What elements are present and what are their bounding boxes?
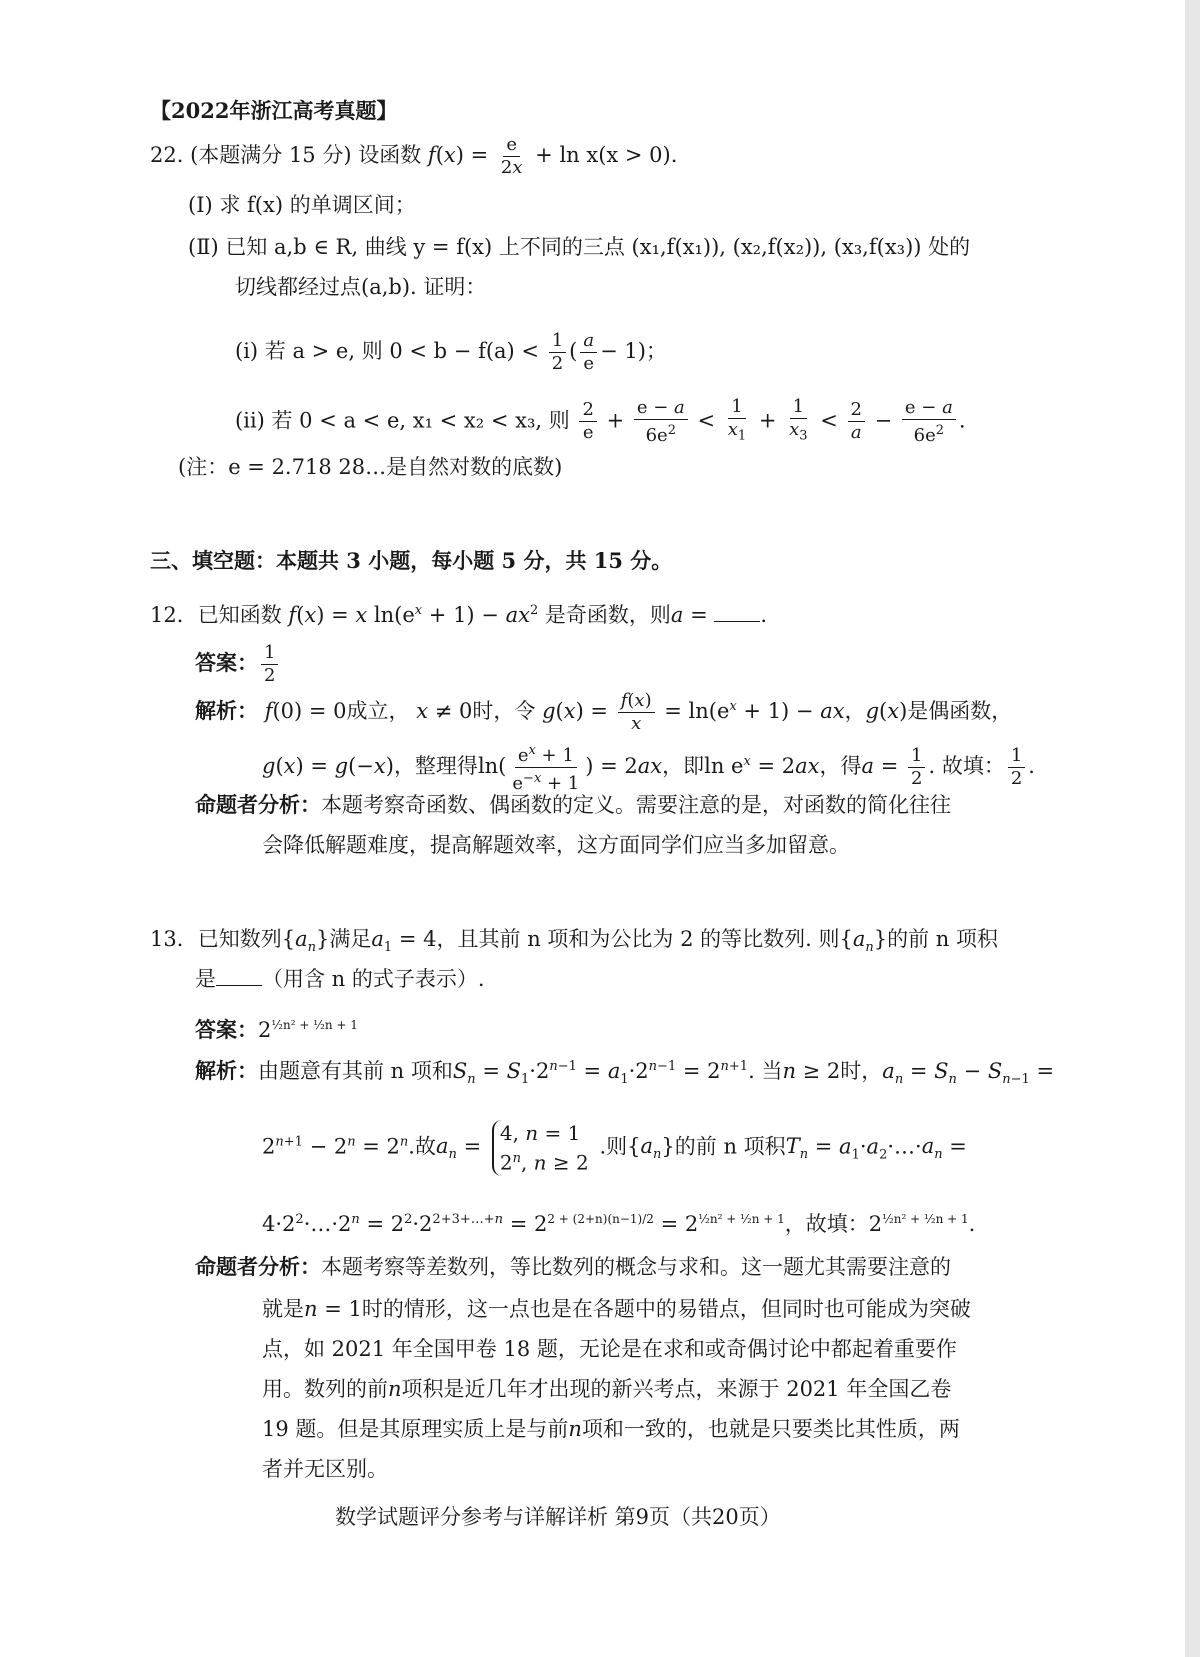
problem-13-analysis-6: 者并无区别。 [262, 1457, 388, 1481]
note: (注：e = 2.718 28…是自然对数的底数) [178, 455, 563, 479]
problem-13-analysis-3: 点，如 2021 年全国甲卷 18 题，无论是在求和或奇偶讨论中都起着重要作 [262, 1337, 957, 1361]
section-heading: 三、填空题：本题共 3 小题，每小题 5 分，共 15 分。 [150, 548, 673, 573]
piecewise-brace: 4, n = 1 2$^n$, n ≥ 2 [492, 1120, 589, 1176]
problem-13-stem-1: 13．已知数列$\{a_n\}$满足$a_1 = 4$，且其前 n 项和为公比为 2 的等比数列. 则$\{a_n\}$的前 n 项积 [150, 927, 998, 956]
problem-13-analysis-1: 命题者分析：本题考察等差数列，等比数列的概念与求和。这一题尤其需要注意的 [195, 1254, 951, 1279]
part-2-line1: (Ⅱ) 已知 a,b ∈ R, 曲线 y = f(x) 上不同的三点 (x₁,f(x₁)), (x₂,f(x₂)), (x₃,f(x₃)) 处的 [188, 235, 971, 259]
problem-13-analysis-2: 就是n = 1时的情形，这一点也是在各题中的易错点，但同时也可能成为突破 [262, 1297, 971, 1321]
part-2-ii: (ⅱ) 若 0 < a < e, x₁ < x₂ < x₃, 则 $\frac{2}{e}$ + $\frac{e - a}{6e^2}$ < $\frac{1}{x_1}$ + $\frac{1}{x_3}$ < $\frac{2}{a}$ − $\frac{e - a}{6e^2}$ . [235, 396, 966, 446]
answer-blank [216, 967, 262, 986]
problem-13-stem-2: 是 （用含 n 的式子表示）. [195, 967, 485, 991]
problem-12-solution-2: g(x) = g(−x)，整理得ln( $\frac{e^x + 1}{e^{-x} + 1}$ ) = 2ax，即$\ln e^x = 2ax$，得a = $\frac{1}{2}$ . 故填： $\frac{1}{2}$ . [262, 740, 1035, 795]
problem-12-stem: 12．已知函数 f(x) = x $\ln(e^x + 1) - ax^2$ 是奇函数，则a = . [150, 603, 768, 627]
problem-13-analysis-4: 用。数列的前n项积是近几年才出现的新兴考点，来源于 2021 年全国乙卷 [262, 1377, 952, 1401]
problem-13-analysis-5: 19 题。但是其原理实质上是与前n项和一致的，也就是只要类比其性质，两 [262, 1417, 960, 1441]
problem-12-analysis-1: 命题者分析：本题考察奇函数、偶函数的定义。需要注意的是，对函数的简化往往 [195, 792, 951, 817]
problem-12-solution-1: 解析： f(0) = 0成立， x ≠ 0时，令 g(x) = $\frac{f(x)}{x}$ = $\ln(e^x + 1)$ − ax，g(x)是偶函数， [195, 690, 1013, 734]
problem-13-solution-3: $4\cdot 2^2\cdot\dots\cdot 2^n = 2^2\cdot 2^{2+3+\dots+n} = 2^{2 + (2+n)(n-1)/2} = 2^{\frac{1}{2}n^2 + \frac{1}{2}n + 1}$，故填：$2^{\frac{1}{2}n^2 + \frac{1}{2}n + 1}$. [262, 1212, 976, 1236]
answer-blank [714, 603, 760, 622]
problem-13-solution-1: 解析：由题意有其前 n 项和$S_n = S_1\cdot 2^{n-1} = a_1\cdot 2^{n-1} = 2^{n+1}$. 当n ≥ 2时，$a_n = S_n - S_{n-1}$ = [195, 1058, 1055, 1088]
page-footer: 数学试题评分参考与详解详析 第9页（共20页） [335, 1505, 781, 1529]
source-tag: 【2022年浙江高考真题】 [150, 98, 398, 123]
scroll-edge [1185, 0, 1200, 1657]
problem-22-stem: 22. (本题满分 15 分) 设函数 f(x) = $\frac{e}{2x}$ + ln x(x > 0). [150, 134, 678, 178]
part-1: (Ⅰ) 求 f(x) 的单调区间； [188, 193, 416, 217]
fraction: $\frac{e}{2x}$ [500, 134, 523, 178]
part-2-line2: 切线都经过点(a,b). 证明： [235, 275, 487, 299]
problem-12-analysis-2: 会降低解题难度，提高解题效率，这方面同学们应当多加留意。 [262, 833, 850, 857]
part-2-i: (ⅰ) 若 a > e, 则 0 < b − f(a) < $\frac{1}{2}$ ( $\frac{a}{e}$ − 1)； [235, 330, 667, 374]
problem-13-answer: 答案：$2^{\frac{1}{2}n^2 + \frac{1}{2}n + 1}$ [195, 1017, 358, 1042]
problem-12-answer: 答案： $\frac{1}{2}$ [195, 642, 281, 687]
problem-13-solution-2: $2^{n+1} - 2^n = 2^n$.故$a_n$ = 4, n = 1 2$^n$, n ≥ 2 .则$\{a_n\}$的前 n 项积$T_n$ = $a_1\cdot a_2\cdot\dots\cdot a_n$ = [262, 1121, 967, 1175]
